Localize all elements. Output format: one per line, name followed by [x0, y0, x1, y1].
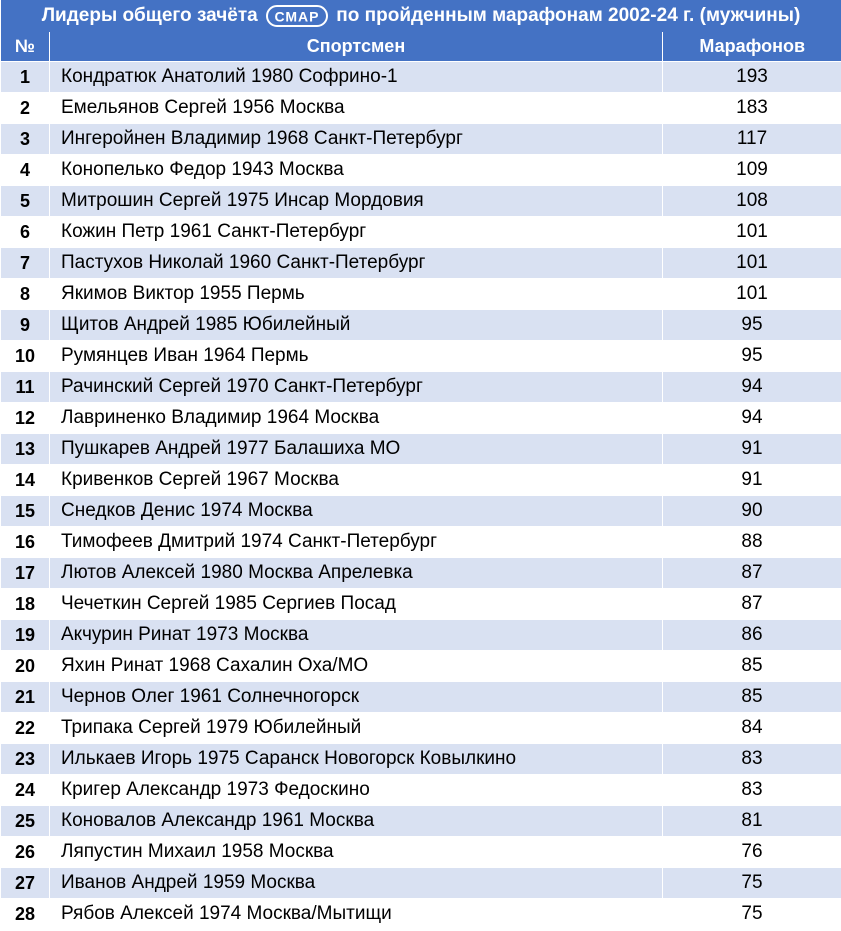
marathon-count: 183	[663, 93, 841, 124]
marathon-count: 91	[663, 465, 841, 496]
table-row	[1, 310, 841, 341]
marathon-count: 85	[663, 682, 841, 713]
marathon-count: 94	[663, 372, 841, 403]
marathon-count: 90	[663, 496, 841, 527]
table-row	[1, 744, 841, 775]
marathon-count: 83	[663, 744, 841, 775]
marathon-count: 94	[663, 403, 841, 434]
athlete-name: Тимофеев Дмитрий 1974 Санкт-Петербург	[50, 527, 663, 558]
athlete-name: Коновалов Александр 1961 Москва	[50, 806, 663, 837]
row-number: 1	[1, 62, 50, 93]
table-row	[1, 124, 841, 155]
row-number: 23	[1, 744, 50, 775]
table-row	[1, 279, 841, 310]
table-row	[1, 620, 841, 651]
athlete-name: Рачинский Сергей 1970 Санкт-Петербург	[50, 372, 663, 403]
table-row	[1, 465, 841, 496]
smar-logo-icon	[266, 4, 328, 28]
athlete-name: Ингеройнен Владимир 1968 Санкт-Петербург	[50, 124, 663, 155]
row-number: 21	[1, 682, 50, 713]
athlete-name: Митрошин Сергей 1975 Инсар Мордовия	[50, 186, 663, 217]
table-row	[1, 558, 841, 589]
athlete-name: Пушкарев Андрей 1977 Балашиха МО	[50, 434, 663, 465]
athlete-name: Лютов Алексей 1980 Москва Апрелевка	[50, 558, 663, 589]
table-row	[1, 868, 841, 899]
marathon-count: 83	[663, 775, 841, 806]
athlete-name: Конопелько Федор 1943 Москва	[50, 155, 663, 186]
row-number: 14	[1, 465, 50, 496]
athlete-name: Чернов Олег 1961 Солнечногорск	[50, 682, 663, 713]
row-number: 9	[1, 310, 50, 341]
row-number: 13	[1, 434, 50, 465]
table-row	[1, 372, 841, 403]
marathon-count: 88	[663, 527, 841, 558]
marathon-count: 95	[663, 310, 841, 341]
table-row	[1, 93, 841, 124]
marathon-count: 87	[663, 558, 841, 589]
row-number: 6	[1, 217, 50, 248]
header-marathons: Марафонов	[663, 32, 841, 62]
table-row	[1, 217, 841, 248]
row-number: 28	[1, 899, 50, 930]
marathon-count: 76	[663, 837, 841, 868]
athlete-name: Ляпустин Михаил 1958 Москва	[50, 837, 663, 868]
row-number: 3	[1, 124, 50, 155]
athlete-name: Снедков Денис 1974 Москва	[50, 496, 663, 527]
table-title	[1, 0, 841, 32]
marathon-count: 81	[663, 806, 841, 837]
table-row	[1, 403, 841, 434]
row-number: 12	[1, 403, 50, 434]
table-row	[1, 248, 841, 279]
row-number: 17	[1, 558, 50, 589]
athlete-name: Пастухов Николай 1960 Санкт-Петербург	[50, 248, 663, 279]
marathon-count: 101	[663, 248, 841, 279]
row-number: 18	[1, 589, 50, 620]
marathon-count: 75	[663, 899, 841, 930]
athlete-name: Илькаев Игорь 1975 Саранск Новогорск Ковылкино	[50, 744, 663, 775]
title-text-before: Лидеры общего зачёта	[41, 5, 258, 27]
athlete-name: Кригер Александр 1973 Федоскино	[50, 775, 663, 806]
athlete-name: Кондратюк Анатолий 1980 Софрино-1	[50, 62, 663, 93]
marathon-count: 91	[663, 434, 841, 465]
row-number: 25	[1, 806, 50, 837]
athlete-name: Кожин Петр 1961 Санкт-Петербург	[50, 217, 663, 248]
header-athlete: Спортсмен	[50, 32, 663, 62]
table-row	[1, 496, 841, 527]
athlete-name: Якимов Виктор 1955 Пермь	[50, 279, 663, 310]
row-number: 7	[1, 248, 50, 279]
smar-logo-text: СМАР	[274, 8, 320, 25]
marathon-count: 101	[663, 217, 841, 248]
marathon-count: 117	[663, 124, 841, 155]
table-row	[1, 651, 841, 682]
row-number: 20	[1, 651, 50, 682]
row-number: 4	[1, 155, 50, 186]
row-number: 24	[1, 775, 50, 806]
row-number: 15	[1, 496, 50, 527]
title-row	[1, 0, 841, 32]
row-number: 26	[1, 837, 50, 868]
row-number: 8	[1, 279, 50, 310]
athlete-name: Щитов Андрей 1985 Юбилейный	[50, 310, 663, 341]
marathon-count: 87	[663, 589, 841, 620]
marathon-count: 193	[663, 62, 841, 93]
marathon-count: 101	[663, 279, 841, 310]
row-number: 19	[1, 620, 50, 651]
athlete-name: Яхин Ринат 1968 Сахалин Оха/МО	[50, 651, 663, 682]
table-row	[1, 682, 841, 713]
marathon-count: 75	[663, 868, 841, 899]
table-row	[1, 837, 841, 868]
athlete-name: Емельянов Сергей 1956 Москва	[50, 93, 663, 124]
table-row	[1, 589, 841, 620]
marathon-count: 84	[663, 713, 841, 744]
row-number: 2	[1, 93, 50, 124]
marathon-count: 95	[663, 341, 841, 372]
marathon-count: 85	[663, 651, 841, 682]
athlete-name: Рябов Алексей 1974 Москва/Мытищи	[50, 899, 663, 930]
athlete-name: Лавриненко Владимир 1964 Москва	[50, 403, 663, 434]
athlete-name: Иванов Андрей 1959 Москва	[50, 868, 663, 899]
marathon-count: 109	[663, 155, 841, 186]
row-number: 11	[1, 372, 50, 403]
table-row	[1, 527, 841, 558]
athlete-name: Акчурин Ринат 1973 Москва	[50, 620, 663, 651]
table-row	[1, 62, 841, 93]
row-number: 22	[1, 713, 50, 744]
row-number: 16	[1, 527, 50, 558]
header-num: №	[1, 32, 50, 62]
table-row	[1, 775, 841, 806]
header-row	[1, 32, 841, 62]
marathon-count: 108	[663, 186, 841, 217]
athlete-name: Кривенков Сергей 1967 Москва	[50, 465, 663, 496]
row-number: 5	[1, 186, 50, 217]
table-row	[1, 806, 841, 837]
table-row	[1, 341, 841, 372]
athlete-name: Чечеткин Сергей 1985 Сергиев Посад	[50, 589, 663, 620]
athlete-name: Румянцев Иван 1964 Пермь	[50, 341, 663, 372]
table-row	[1, 155, 841, 186]
row-number: 27	[1, 868, 50, 899]
title-text-after: по пройденным марафонам 2002-24 г. (мужчины)	[336, 5, 801, 27]
marathon-count: 86	[663, 620, 841, 651]
table-row	[1, 899, 841, 930]
table-row	[1, 713, 841, 744]
table-row	[1, 434, 841, 465]
row-number: 10	[1, 341, 50, 372]
athlete-name: Трипака Сергей 1979 Юбилейный	[50, 713, 663, 744]
table-row	[1, 186, 841, 217]
